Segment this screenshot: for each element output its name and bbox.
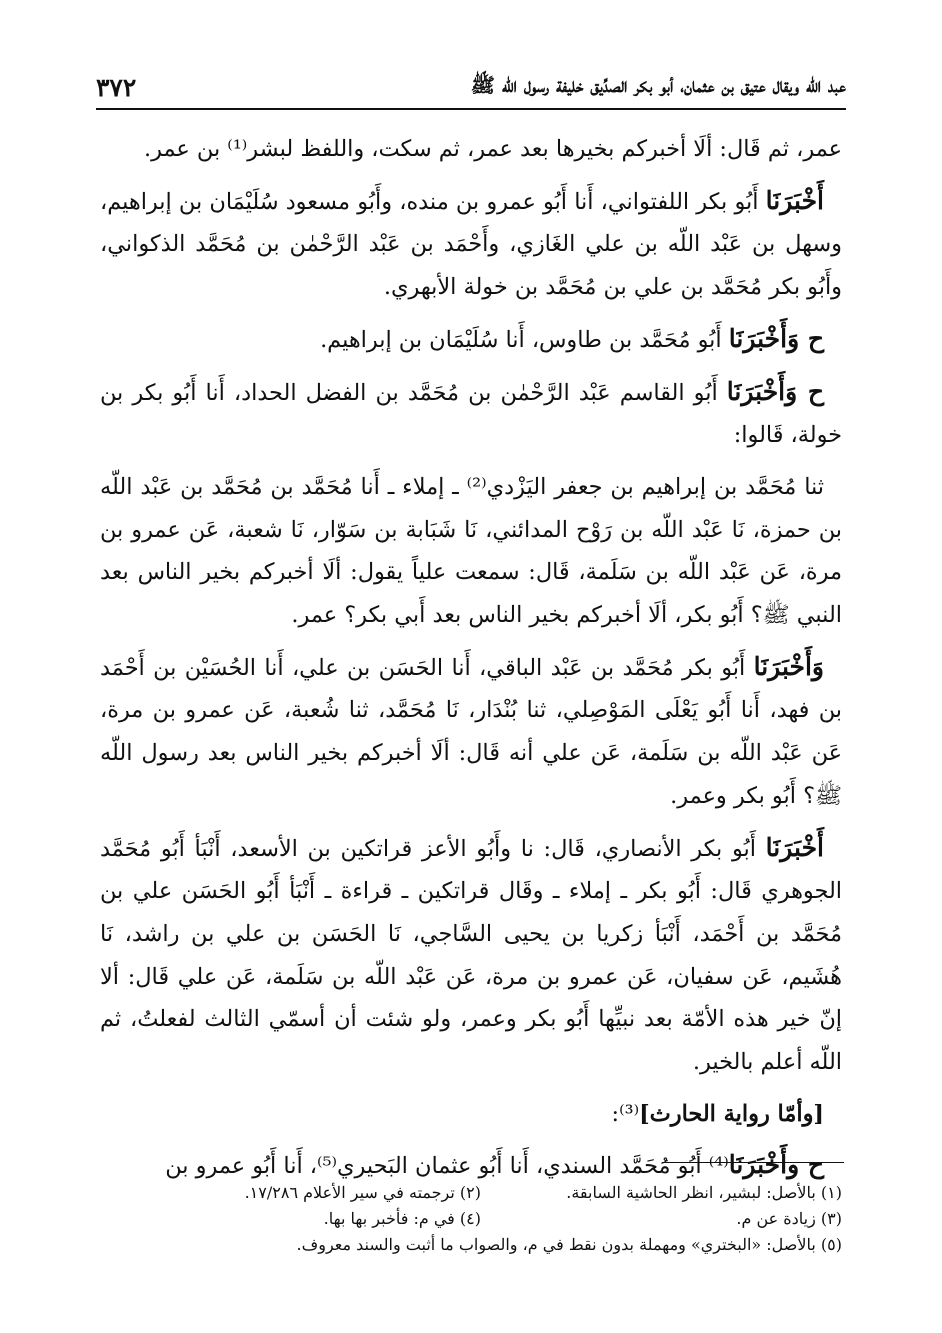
footnote-row [120, 1206, 842, 1232]
paragraph-lead: وَأَخْبَرَنَا [753, 651, 824, 681]
paragraph [100, 827, 842, 1084]
paragraph [100, 646, 842, 818]
footnote-row [120, 1180, 842, 1206]
paragraph-text: أَبُو بكر الأنصاري، قَال: نا وأَبُو الأعز قراتكين بن الأسعد، أَنْبَأ أَبُو مُحَمَّد الجوهري قَال: أَبُو بكر ـ إملاء ـ وقَال قراتكين ـ قراءة ـ أَنْبَأ أَبُو الحَسَن علي بن مُحَمَّد بن أَحْمَد، أَنْبَأ زكريا بن يحيى السَّاجي، نَا الحَسَن بن علي بن راشد، نَا هُشَيم، عَن سفيان، عَن عمرو بن مرة، عَن عَبْد اللّه بن سَلَمة، عَن علي قَال: ألا إنّ خير هذه الأمّة بعد نبيِّها أَبُو بكر وعمر، ولو شئت أن أسمّي الثالث لفعلتُ، ثم اللّه أعلم بالخير. [100, 835, 842, 1076]
paragraph-text: أَبُو بكر اللفتواني، أَنا أَبُو عمرو بن منده، وأَبُو مسعود سُلَيْمَان بن إبراهيم، وسهل بن عَبْد اللّه بن علي الغَازي، وأَحْمَد بن عَبْد الرَّحْمٰن بن مُحَمَّد الذكواني، وأَبُو بكر مُحَمَّد بن علي بن مُحَمَّد بن خولة الأبهري. [100, 188, 842, 301]
footnote: (٥) بالأصل: «البختري» ومهملة بدون نقط في م، والصواب ما أثبت والسند معروف. [296, 1235, 842, 1254]
section-heading: [وأمّا رواية الحارث] [639, 1100, 824, 1127]
paragraph-lead: أَخْبَرَنَا [765, 832, 824, 862]
paragraph-lead: أَخْبَرَنَا [765, 185, 824, 215]
paragraph-text: ⁽⁴⁾ أَبُو مُحَمَّد السندي، أَنا أَبُو عثمان البَحيري⁽⁵⁾، أَنا أَبُو عمرو بن [165, 1153, 729, 1180]
paragraph-text: ثنا مُحَمَّد بن إبراهيم بن جعفر اليَزْدي⁽²⁾ ـ إملاء ـ أَنا مُحَمَّد بن مُحَمَّد بن عَبْد اللّه بن حمزة، نَا عَبْد اللّه بن رَوْح المدائني، نَا شَبَابة بن سَوّار، نَا شعبة، عَن عمرو بن مرة، عَن عَبْد اللّه بن سَلَمة، قَال: سمعت علياً يقول: ألَا أخبركم بخير الناس بعد النبي ﷺ؟ أَبُو بكر، ألَا أخبركم بخير الناس بعد أَبي بكر؟ عمر. [100, 473, 842, 629]
paragraph [100, 180, 842, 309]
paragraph [100, 466, 842, 637]
footnote: (٢) ترجمته في سير الأعلام ١٧/٢٨٦. [244, 1183, 481, 1202]
paragraph-text: أَبُو القاسم عَبْد الرَّحْمٰن بن مُحَمَّد بن الفضل الحداد، أَنا أَبُو بكر بن خولة، قَالوا: [100, 379, 842, 449]
paragraph-lead: ح وَأَخْبَرَنَا [726, 376, 824, 406]
paragraph-text: ⁽³⁾: [611, 1100, 640, 1127]
page-header [96, 62, 846, 102]
paragraph-text: أَبُو مُحَمَّد بن طاوس، أَنا سُلَيْمَان بن إبراهيم. [320, 326, 729, 353]
main-text [100, 128, 842, 1180]
footnote: (٣) زيادة عن م. [736, 1209, 842, 1228]
header-rule [96, 108, 846, 110]
paragraph [100, 318, 842, 362]
paragraph [100, 128, 842, 171]
footnote: (١) بالأصل: لبشير، انظر الحاشية السابقة. [566, 1183, 842, 1202]
footnote-rule [662, 1162, 844, 1163]
paragraph [100, 371, 842, 457]
footnote: (٤) في م: فأخبر بها بها. [323, 1209, 481, 1228]
running-title: عبد اللّه ويقال عتيق بن عثمان، أبو بكر الصدِّيق خليفة رسول اللّه ﷺ [470, 73, 846, 97]
page-number: ٣٧٢ [96, 73, 137, 102]
footnote-row [120, 1232, 842, 1258]
paragraph-text: عمر، ثم قَال: ألَا أخبركم بخيرها بعد عمر، ثم سكت، واللفظ لبشر⁽¹⁾ بن عمر. [144, 136, 842, 162]
section-heading-paragraph [100, 1093, 842, 1136]
footnotes [120, 1180, 842, 1258]
paragraph-text: أَبُو بكر مُحَمَّد بن عَبْد الباقي، أَنا الحَسَن بن علي، أَنا الحُسَيْن بن أَحْمَد بن فهد، أَنا أَبُو يَعْلَى المَوْصِلي، ثنا بُنْدَار، نَا مُحَمَّد، ثنا شُعبة، عَن عمرو بن مرة، عَن عَبْد اللّه بن سَلَمة، عَن علي أنه قَال: ألَا أخبركم بخير الناس بعد رسول اللّه ﷺ؟ أَبُو بكر وعمر. [100, 654, 842, 809]
paragraph-lead: ح وَأَخْبَرَنَا [728, 323, 824, 353]
paragraph-lead: ح وأَخْبَرَنَا [728, 1150, 824, 1180]
